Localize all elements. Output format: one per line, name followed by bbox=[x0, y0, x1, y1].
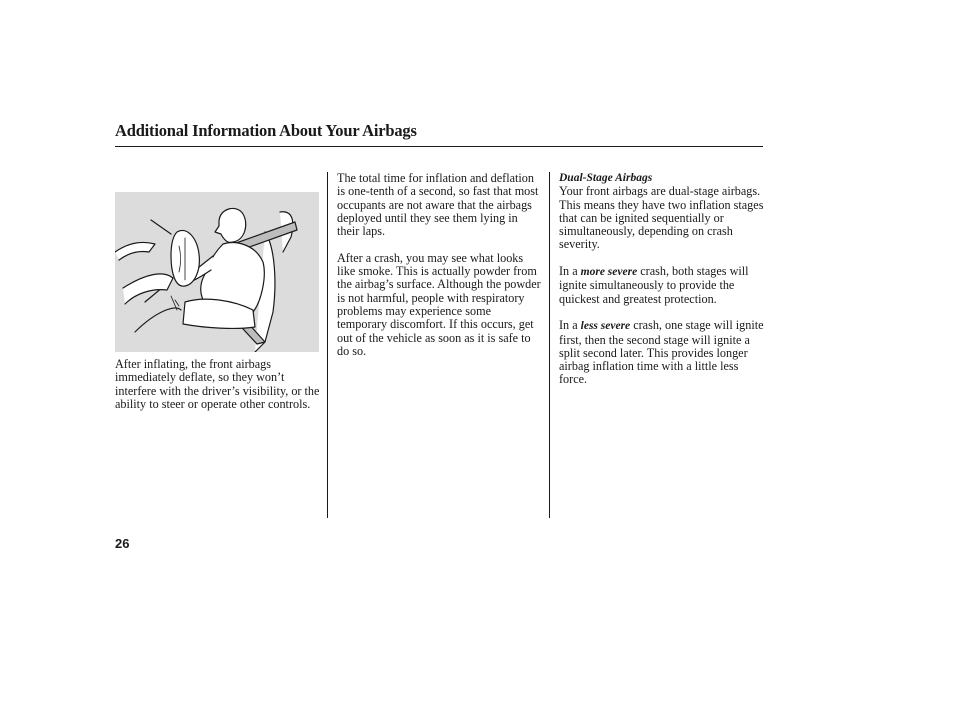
text-run: In a bbox=[559, 318, 581, 333]
column-3 bbox=[559, 172, 764, 400]
page-title: Additional Information About Your Airbags bbox=[115, 121, 417, 140]
col2-paragraph-2: After a crash, you may see what looks like smoke. This is actually powder from the airbag’s surface. Although the powder is not harmful, people with respiratory problems may experience some temporary discomfort. If this occurs, get out of the vehicle as soon as it is safe to do so. bbox=[337, 250, 541, 358]
page-number: 26 bbox=[115, 536, 130, 551]
column-1 bbox=[115, 358, 320, 424]
title-rule bbox=[115, 146, 763, 147]
column-divider bbox=[549, 172, 550, 518]
text-run: In a bbox=[559, 264, 581, 279]
text-run: crash, one stage will ignite first, then the second stage will ignite a split second later. This provides longer airbag inflation time with a little less force. bbox=[559, 318, 764, 387]
column-2 bbox=[337, 172, 542, 371]
col3-paragraph-3 bbox=[559, 319, 764, 386]
col3-paragraph-1: Your front airbags are dual-stage airbags. This means they have two inflation stages that can be ignited sequentially or simultaneously, depending on crash severity. bbox=[559, 184, 764, 252]
col2-paragraph-1: The total time for inflation and deflation is one-tenth of a second, so fast that most occupants are not aware that the airbags deployed until they see them lying in their laps. bbox=[337, 171, 539, 239]
column-divider bbox=[327, 172, 328, 518]
text-run: crash, both stages will ignite simultaneously to provide the quickest and greatest protection. bbox=[559, 264, 749, 306]
col3-paragraph-2 bbox=[559, 265, 764, 306]
emphasis-text: less severe bbox=[580, 320, 631, 333]
col1-paragraph: After inflating, the front airbags immediately deflate, so they won’t interfere with the driver’s visibility, or the ability to steer or operate other controls. bbox=[115, 357, 320, 411]
airbag-illustration bbox=[115, 192, 319, 352]
emphasis-text: more severe bbox=[580, 266, 638, 279]
section-heading: Dual-Stage Airbags bbox=[559, 172, 653, 184]
